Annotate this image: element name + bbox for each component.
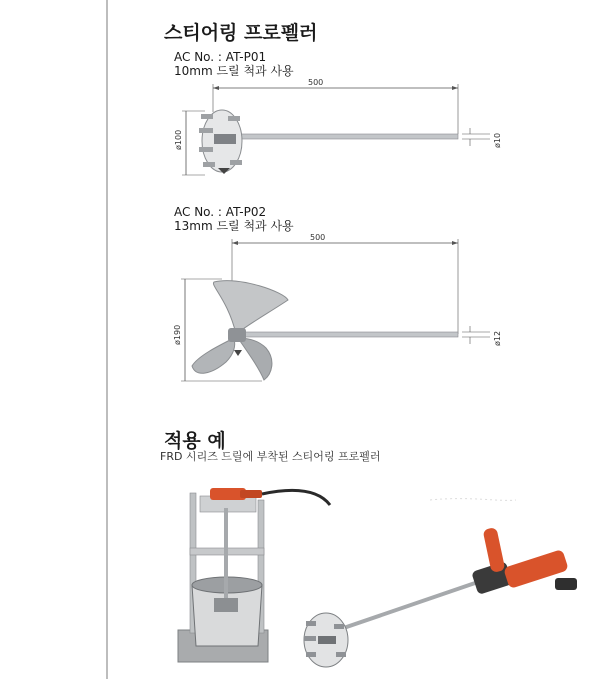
- product-2-model-number: AC No. : AT-P02: [174, 205, 267, 219]
- product-2-head-diameter: ø190: [173, 324, 182, 345]
- product-1-length-label: 500: [308, 78, 324, 87]
- hand-drill-with-impeller: [304, 499, 577, 667]
- product-2-description: 13mm 드릴 척과 사용: [174, 219, 294, 233]
- product-1-description: 10mm 드릴 척과 사용: [174, 64, 294, 78]
- example-title: 적용 예: [164, 430, 226, 452]
- product-2-length-label: 500: [310, 233, 326, 242]
- example-caption: FRD 시리즈 드릴에 부착된 스티어링 프로펠러: [160, 450, 381, 463]
- product-1-model-number: AC No. : AT-P01: [174, 50, 267, 64]
- section-title: 스티어링 프로펠러: [164, 22, 318, 44]
- product-2-shaft-diameter: ø12: [493, 330, 502, 346]
- product-1-head-diameter: ø100: [174, 129, 183, 150]
- product-1-shaft-diameter: ø10: [493, 132, 502, 148]
